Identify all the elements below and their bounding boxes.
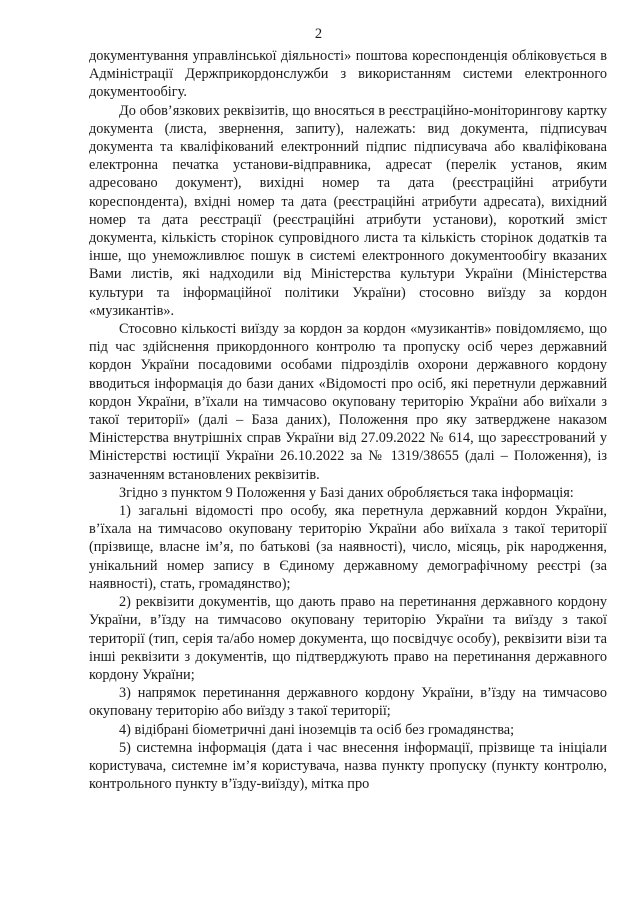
list-item-system-info: 5) системна інформація (дата і час внесення інформації, прізвище та ініціали користувача, системне ім’я користувача, назва пункту пропуску (пункту контролю, контрольного пункту в’їзду-виїзду), мітка про bbox=[89, 739, 607, 793]
list-item-biometric-data: 4) відібрані біометричні дані іноземців та осіб без громадянства; bbox=[119, 721, 515, 738]
document-body bbox=[89, 47, 607, 793]
paragraph-border-crossing-count: Стосовно кількості виїзду за кордон за кордон «музикантів» повідомляємо, що під час здійснення прикордонного контролю та пропуску осіб через державний кордон України посадовими особами підрозділів охорони державного кордону вводиться інформація до бази даних «Відомості про осіб, які перетнули державний кордон України, в’їхали на тимчасово окуповану територію України або виїхали з такої території» (далі – База даних), Положення про яку затверджене наказом Міністерства внутрішніх справ України від 27.09.2022 № 614, що зареєстрований у Міністерстві юстиції України 26.10.2022 за № 1319/38655 (далі – Положення), із зазначенням встановлених реквізитів. bbox=[89, 321, 607, 483]
paragraph-database-info-intro: Згідно з пунктом 9 Положення у Базі даних обробляється така інформація: bbox=[119, 484, 574, 501]
list-item-crossing-direction: 3) напрямок перетинання державного кордону України, в’їзду на тимчасово окуповану територію або виїзду з такої території; bbox=[89, 685, 607, 720]
paragraph-mandatory-requisites: До обов’язкових реквізитів, що вносяться в реєстраційно-моніторингову картку документа (листа, звернення, запиту), належать: вид документа, підписувач документа та кваліфікований електронний підпис підписувача або кваліфікована електронна печатка установи-відправника, адресат (перелік установ, яким адресовано документ), вихідні номер та дата (реєстраційні атрибути кореспондента), вхідні номер та дата (реєстраційні атрибути адресата), вихідний номер та дата реєстрації (реєстраційні атрибути установи), короткий зміст документа, кількість сторінок супровідного листа та кількість сторінок додатків та інше, що унеможливлює пошук в системі електронного документообігу вказаних Вами листів, які надходили від Міністерства культури України (Міністерства культури та інформаційної політики України) стосовно виїзду за кордон «музикантів». bbox=[89, 102, 607, 319]
page-number: 2 bbox=[314, 26, 323, 42]
list-item-document-requisites: 2) реквізити документів, що дають право на перетинання державного кордону України, в’їзду на тимчасово окуповану територію України та виїзду з такої території (тип, серія та/або номер документа, що посвідчує особу), реквізити візи та інші реквізити з документів, що підтверджують право на перетинання державного кордону України; bbox=[89, 594, 607, 683]
list-item-general-info: 1) загальні відомості про особу, яка перетнула державний кордон України, в’їхала на тимчасово окуповану територію України або виїхала з такої території (прізвище, власне ім’я, по батькові (за наявності), число, місяць, рік народження, унікальний номер запису в Єдиному державному демографічному реєстрі (за наявності), стать, громадянство); bbox=[89, 503, 607, 592]
paragraph-continuation: документування управлінської діяльності» поштова кореспонденція обліковується в Адміністрації Держприкордонслужби з використанням системи електронного документообігу. bbox=[89, 48, 607, 101]
